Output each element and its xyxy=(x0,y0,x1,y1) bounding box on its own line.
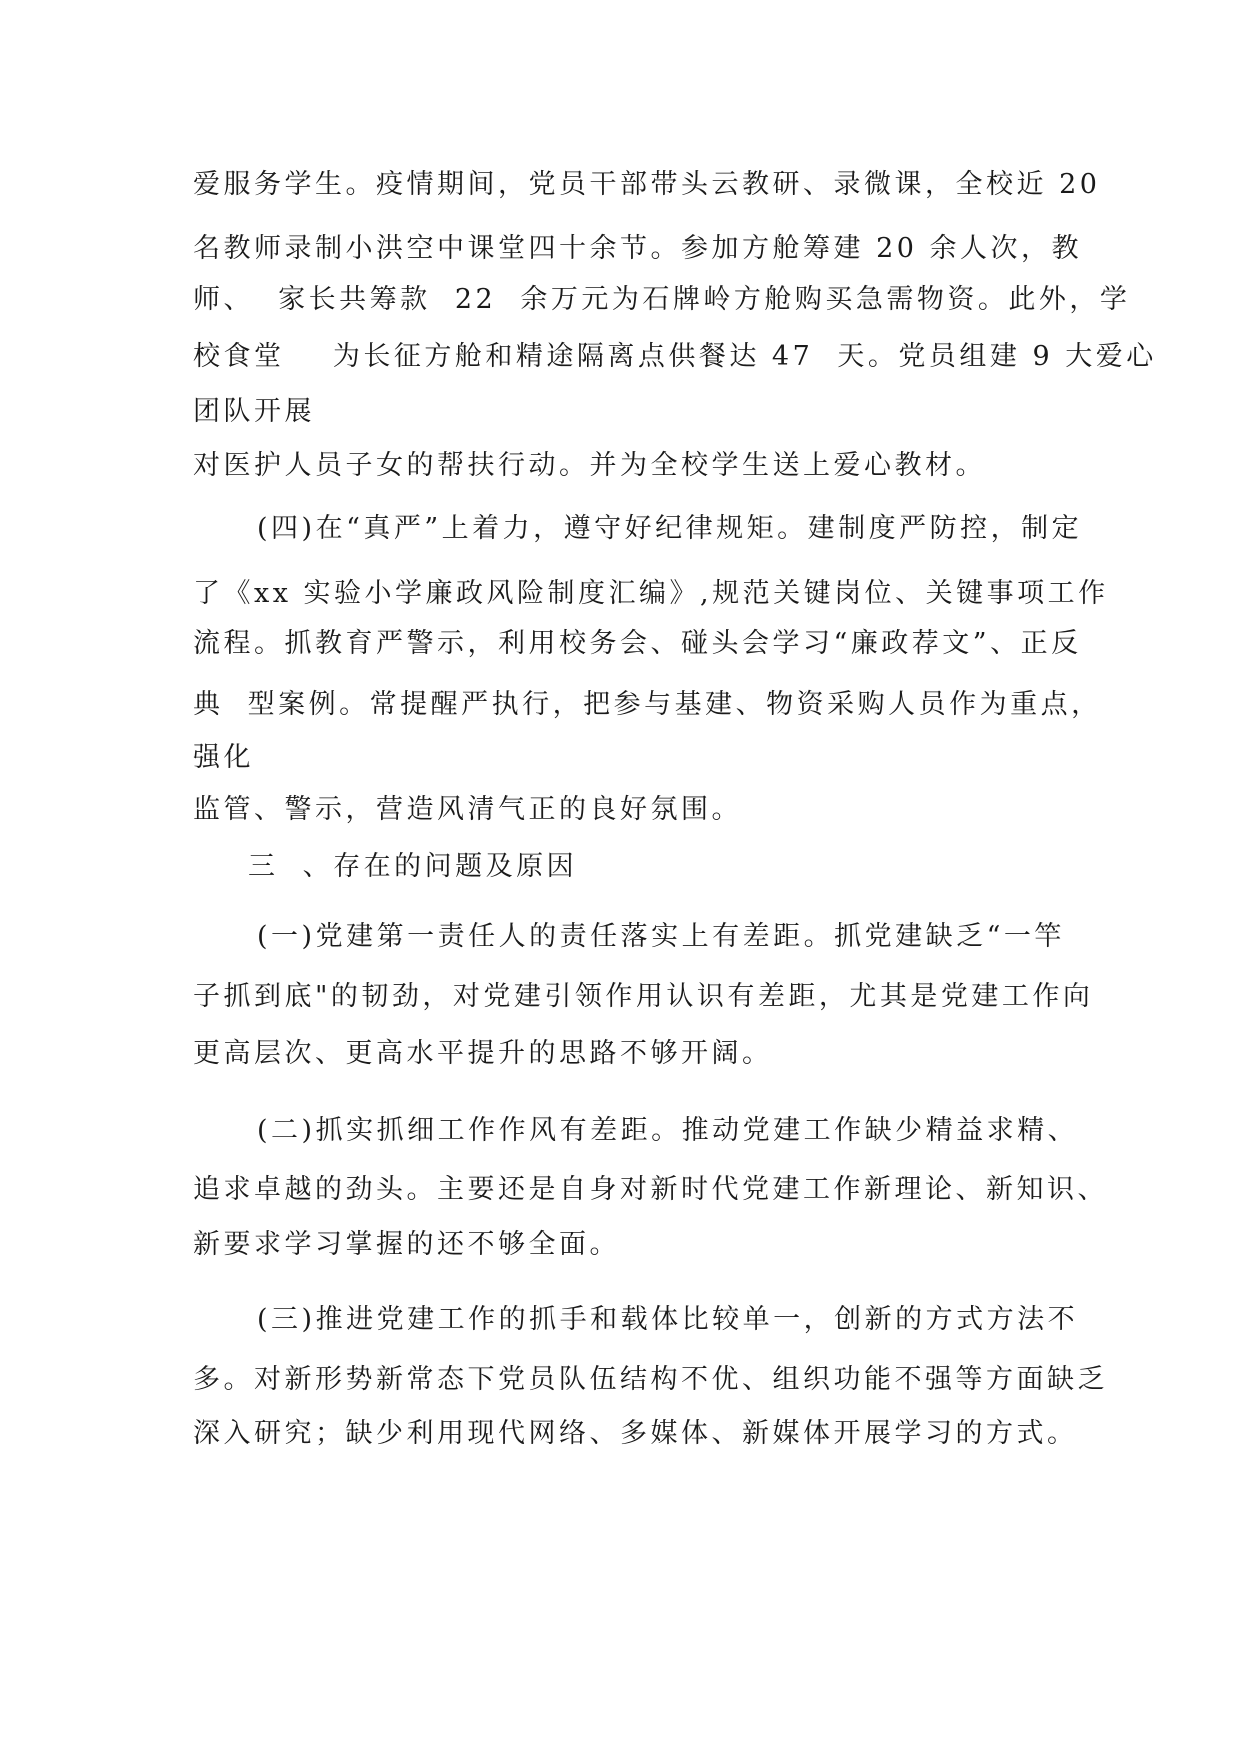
body-line-11: 强化 xyxy=(193,742,254,773)
body-line-10: 典 型案例。常提醒严执行，把参与基建、物资采购人员作为重点， xyxy=(193,689,1102,720)
body-line-6: 对医护人员子女的帮扶行动。并为全校学生送上爱心教材。 xyxy=(193,450,986,481)
body-line-22: 深入研究；缺少利用现代网络、多媒体、新媒体开展学习的方式。 xyxy=(193,1418,1078,1449)
body-line-9: 流程。抓教育严警示，利用校务会、碰头会学习“廉政荐文”、正反 xyxy=(193,628,1082,659)
body-line-18: 追求卓越的劲头。主要还是自身对新时代党建工作新理论、新知识、 xyxy=(193,1174,1108,1205)
body-line-21: 多。对新形势新常态下党员队伍结构不优、组织功能不强等方面缺乏 xyxy=(193,1364,1108,1395)
body-line-1: 爱服务学生。疫情期间，党员干部带头云教研、录微课，全校近 20 xyxy=(193,169,1101,200)
paragraph-4-heading-line: (四)在“真严”上着力，遵守好纪律规矩。建制度严防控，制定 xyxy=(257,513,1083,544)
body-line-3: 师、 家长共筹款 22 余万元为石牌岭方舱购买急需物资。此外，学 xyxy=(193,284,1131,315)
body-line-2: 名教师录制小洪空中课堂四十余节。参加方舱筹建 20 余人次，教 xyxy=(193,233,1083,264)
body-line-8: 了《xx 实验小学廉政风险制度汇编》,规范关键岗位、关键事项工作 xyxy=(193,578,1109,609)
body-line-15: 子抓到底"的韧劲，对党建引领作用认识有差距，尤其是党建工作向 xyxy=(193,981,1094,1012)
body-line-4: 校食堂 为长征方舱和精途隔离点供餐达 47 天。党员组建 9 大爱心 xyxy=(193,341,1157,372)
body-line-5: 团队开展 xyxy=(193,396,315,427)
body-line-12: 监管、警示，营造风清气正的良好氛围。 xyxy=(193,794,742,825)
issue-3-heading-line: (三)推进党建工作的抓手和载体比较单一，创新的方式方法不 xyxy=(257,1304,1079,1335)
issue-2-heading-line: (二)抓实抓细工作作风有差距。推动党建工作缺少精益求精、 xyxy=(257,1115,1079,1146)
section-3-heading: 三 、存在的问题及原因 xyxy=(248,851,578,882)
body-line-16: 更高层次、更高水平提升的思路不够开阔。 xyxy=(193,1038,773,1069)
body-line-19: 新要求学习掌握的还不够全面。 xyxy=(193,1229,620,1260)
issue-1-heading-line: (一)党建第一责任人的责任落实上有差距。抓党建缺乏“一竿 xyxy=(257,921,1065,952)
